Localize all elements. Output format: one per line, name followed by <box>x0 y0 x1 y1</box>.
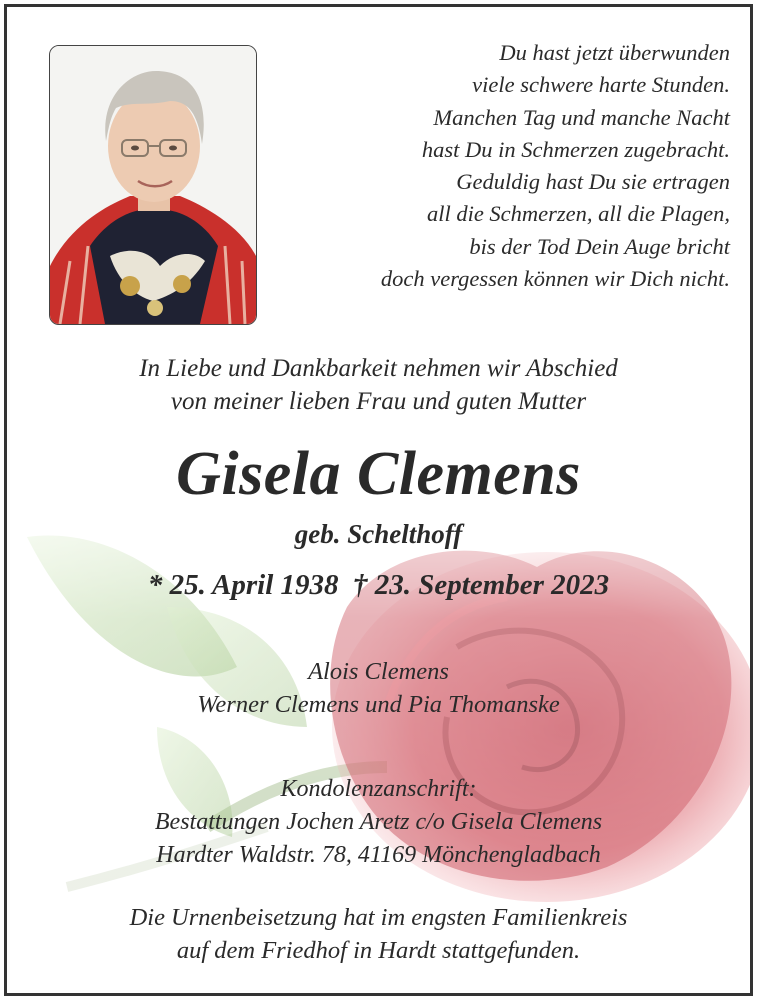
poem <box>250 37 730 295</box>
portrait-photo <box>49 45 257 325</box>
poem-line: Geduldig hast Du sie ertragen <box>456 169 730 195</box>
mourner-line: Werner Clemens und Pia Thomanske <box>197 691 560 718</box>
maiden-name: geb. Schelthoff <box>294 519 463 549</box>
condolence-address <box>7 773 750 872</box>
poem-line: Du hast jetzt überwunden <box>499 40 730 65</box>
obituary-frame <box>4 4 753 996</box>
poem-line: bis der Tod Dein Auge bricht <box>469 233 730 259</box>
burial-line: auf dem Friedhof in Hardt stattgefunden. <box>176 937 581 964</box>
poem-line: doch vergessen können wir Dich nicht. <box>380 266 730 292</box>
poem-line: Manchen Tag und manche Nacht <box>433 104 730 130</box>
condolence-line: Hardter Waldstr. 78, 41169 Mönchengladbach <box>156 842 601 868</box>
poem-line: all die Schmerzen, all die Plagen, <box>426 201 730 227</box>
intro-line: von meiner lieben Frau und guten Mutter <box>170 388 587 415</box>
life-dates: * 25. April 1938 † 23. September 2023 <box>147 569 610 601</box>
condolence-label: Kondolenzanschrift: <box>280 776 477 802</box>
deceased-name: Gisela Clemens <box>176 440 581 508</box>
farewell-intro <box>7 352 750 418</box>
burial-line: Die Urnenbeisetzung hat im engsten Familienkreis <box>129 904 628 931</box>
mourners <box>7 655 750 721</box>
poem-line: viele schwere harte Stunden. <box>472 72 730 98</box>
condolence-line: Bestattungen Jochen Aretz c/o Gisela Clemens <box>154 809 603 835</box>
poem-line: hast Du in Schmerzen zugebracht. <box>421 136 730 162</box>
burial-notice <box>7 901 750 967</box>
mourner-line: Alois Clemens <box>308 658 449 685</box>
intro-line: In Liebe und Dankbarkeit nehmen wir Abschied <box>139 355 618 382</box>
